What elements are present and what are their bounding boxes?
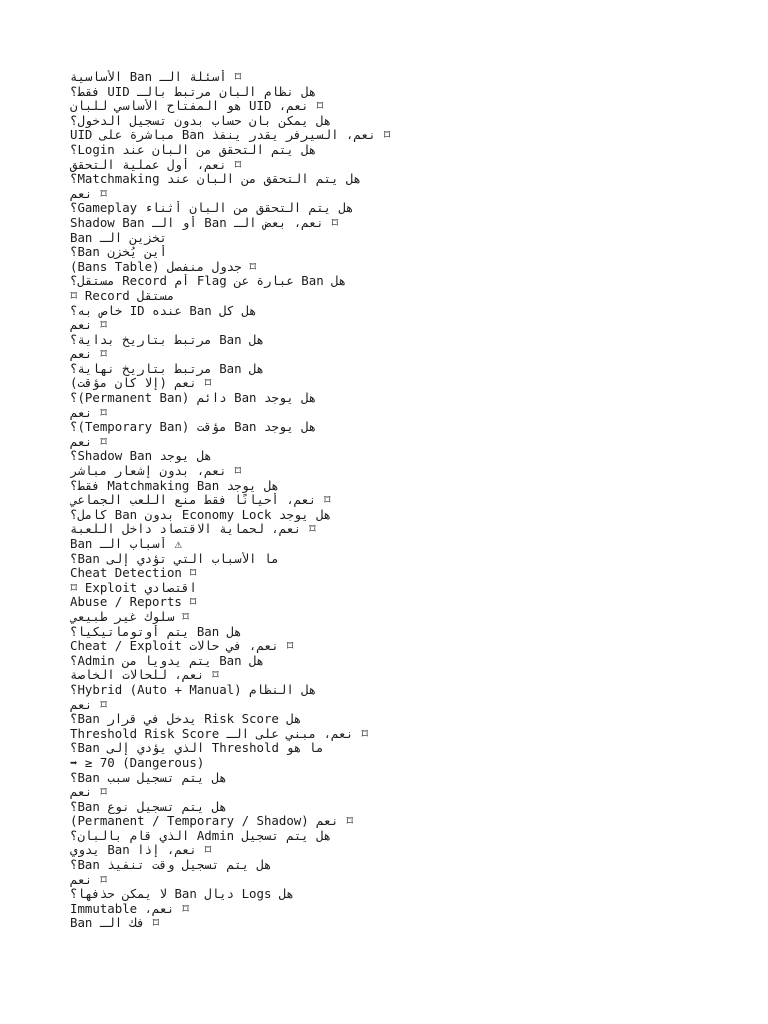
text-line: ⌑ Exploit اقتصادي — [70, 580, 197, 595]
text-line: ⌑ نعم — [70, 697, 108, 712]
text-line: هل يتم التحقق من البان عند Matchmaking؟ — [70, 172, 361, 187]
text-line: ⌑ نعم — [70, 785, 108, 800]
text-line: هل Ban عبارة عن Flag أم Record مستقل؟ — [70, 274, 347, 289]
text-line: ⌑ جدول منفصل (Bans Table) — [70, 259, 257, 274]
text-line: ما الأسباب التي تؤدي إلى Ban؟ — [70, 551, 279, 566]
text-line: هل يتم تسجيل وقت تنفيذ Ban؟ — [70, 858, 272, 873]
text-line: ⌑ نعم — [70, 347, 108, 362]
text-line: ⚠ أسباب الـ Ban — [70, 537, 182, 551]
text-line: ⌑ Record مستقل — [70, 288, 175, 303]
text-line: ⌑ نعم، في حالات Cheat / Exploit — [70, 639, 294, 654]
text-line: ⌑ نعم (Permanent / Temporary / Shadow) — [70, 814, 354, 829]
text-line: ⌑ نعم، السيرفر يقدر ينفذ Ban مباشرة على UID — [70, 128, 391, 143]
text-line: هل النظام Hybrid (Auto + Manual)؟ — [70, 682, 317, 697]
text-line: ⌑ نعم، أول عملية التحقق — [70, 157, 242, 172]
text-line: هل يوجد Economy Lock بدون Ban كامل؟ — [70, 507, 332, 522]
text-line: هل يتم تسجيل Admin الذي قام بالبان؟ — [70, 828, 332, 843]
text-line: ما هو Threshold الذي يؤدي إلى Ban؟ — [70, 741, 324, 756]
text-line: هل كل Ban عنده ID خاص به؟ — [70, 303, 257, 318]
text-line: ⌑ نعم، UID هو المفتاح الأساسي للبان — [70, 99, 324, 114]
text-line: أين يُخزن Ban؟ — [70, 245, 167, 260]
text-line: هل يتم التحقق من البان عند Login؟ — [70, 142, 317, 157]
text-line: تخزين الـ Ban — [70, 230, 182, 245]
text-line: ⌑ نعم، للحالات الخاصة — [70, 668, 220, 683]
text-line: ⌑ نعم، أحيانًا فقط منع اللعب الجماعي — [70, 493, 332, 508]
text-line: هل Ban يتم أوتوماتيكيا؟ — [70, 624, 242, 639]
text-line: هل Ban مرتبط بتاريخ بداية؟ — [70, 332, 264, 347]
text-line: ⌑ نعم، لحماية الاقتصاد داخل اللعبة — [70, 522, 317, 537]
text-line: ⌑ نعم، إذا Ban يدوي — [70, 843, 212, 858]
text-line: هل Logs ديال Ban لا يمكن حذفها؟ — [70, 887, 294, 902]
text-line: ⌑ نعم (إلا كان مؤقت) — [70, 376, 212, 391]
text-line: ⌑ نعم — [70, 405, 108, 420]
text-line: هل Risk Score يدخل في قرار Ban؟ — [70, 712, 302, 727]
text-line: ⌑ سلوك غير طبيعي — [70, 609, 190, 624]
text-line: ⌑ نعم — [70, 318, 108, 333]
text-line: ⌑ نعم، Immutable — [70, 901, 190, 916]
text-line: ⌑ نعم، بدون إشعار مباشر — [70, 464, 242, 479]
text-line: ⌑ نعم — [70, 186, 108, 201]
text-line: هل يتم تسجيل سبب Ban؟ — [70, 770, 227, 785]
text-line: هل Ban يتم يدويا من Admin؟ — [70, 653, 264, 668]
text-line: هل نظام البان مرتبط بالـ UID فقط؟ — [70, 84, 317, 99]
text-line: هل Ban مرتبط بتاريخ نهاية؟ — [70, 361, 264, 376]
text-line: Abuse / Reports ⌑ — [70, 595, 197, 610]
text-line: Cheat Detection ⌑ — [70, 566, 197, 581]
text-line: هل يوجد Shadow Ban؟ — [70, 449, 212, 464]
text-line: هل يتم تسجيل نوع Ban؟ — [70, 799, 227, 814]
text-line: هل يوجد Matchmaking Ban فقط؟ — [70, 478, 279, 493]
text-line: ⌑ نعم، مبني على الـ Threshold Risk Score — [70, 726, 369, 741]
document-page — [70, 70, 710, 931]
text-line: ⌑ أسئلة الـ Ban الأساسية — [70, 70, 242, 84]
text-line: ⌑ نعم — [70, 872, 108, 887]
text-line: ⌑ فك الـ Ban — [70, 916, 160, 931]
text-line: ➡ ≥ 70 (Dangerous) — [70, 755, 205, 770]
text-line: ⌑ نعم — [70, 434, 108, 449]
text-line: هل يوجد Ban دائم (Permanent Ban)؟ — [70, 391, 317, 406]
text-line: ⌑ نعم، بعض الـ Ban أو الـ Shadow Ban — [70, 215, 339, 230]
text-line: هل يوجد Ban مؤقت (Temporary Ban)؟ — [70, 420, 317, 435]
text-line: هل يمكن بان حساب بدون تسجيل الدخول؟ — [70, 113, 332, 128]
text-line: هل يتم التحقق من البان أثناء Gameplay؟ — [70, 201, 354, 216]
